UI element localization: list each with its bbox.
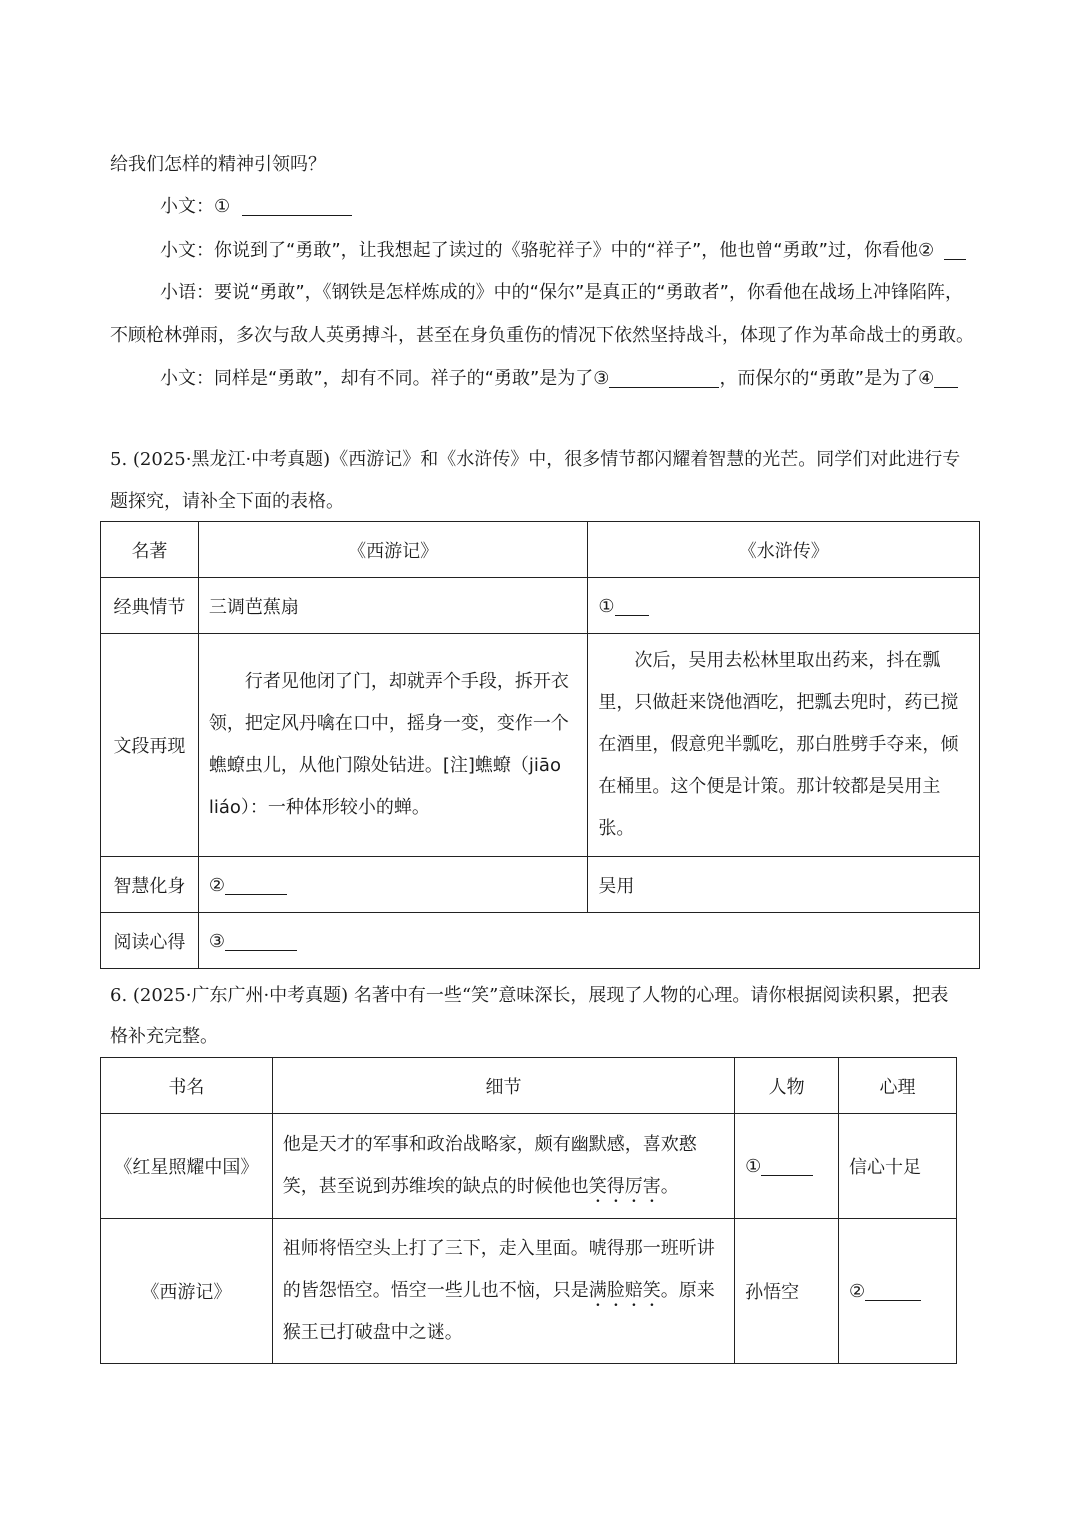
q6-row-1-detail-text-a: 他是天才的军事和政治战略家，颇有幽默感，喜欢憨笑，甚至说到苏维埃的缺点的时候他也 (282, 1134, 697, 1197)
intro-line-0: 给我们怎样的精神引领吗？ (110, 154, 326, 175)
q5-row-plot-label: 经典情节 (101, 578, 199, 634)
q5-row-reflection (101, 913, 980, 969)
intro-line-4: 不顾枪林弹雨，多次与敌人英勇搏斗，甚至在身负重伤的情况下依然坚持战斗，体现了作为革命战士的勇敢。 (110, 325, 974, 346)
answer-blank-1[interactable] (242, 195, 352, 216)
answer-blank-2[interactable] (944, 239, 966, 260)
q6-row-2 (101, 1219, 957, 1364)
q5-row-passage (101, 634, 980, 857)
q5-row-wisdom-xiyouji-cell (198, 857, 588, 913)
intro-line-2-text: 小文：你说到了“勇敢”，让我想起了读过的《骆驼祥子》中的“祥子”，他也曾“勇敢”过，你看他② (160, 240, 935, 261)
q6-row-1-mind: 信心十足 (839, 1114, 957, 1219)
q6-row-2-detail-text-c: 。原来猴王已打破盘中之谜。 (282, 1280, 715, 1343)
q6-header-book: 书名 (101, 1058, 273, 1114)
q6-row-2-mind-marker: ② (849, 1281, 866, 1302)
q6-answer-blank-1[interactable] (761, 1155, 813, 1176)
q5-row-wisdom (101, 857, 980, 913)
q5-header-work: 名著 (101, 522, 199, 578)
q5-row-passage-label: 文段再现 (101, 634, 199, 857)
q5-row-reflection-marker: ③ (208, 930, 226, 952)
q5-row-wisdom-label: 智慧化身 (101, 857, 199, 913)
q5-row-wisdom-marker: ② (208, 874, 226, 896)
q5-table (100, 521, 980, 969)
q5-row-reflection-label: 阅读心得 (101, 913, 199, 969)
q6-row-1-detail-text-c: 。 (660, 1176, 679, 1197)
q5-prompt-line-2: 题探究，请补全下面的表格。 (110, 491, 344, 512)
q5-header-row (101, 522, 980, 578)
q6-row-1 (101, 1114, 957, 1219)
q6-header-detail: 细节 (272, 1058, 734, 1114)
intro-line-5-text-b: ，而保尔的“勇敢”是为了④ (719, 368, 935, 389)
q6-row-1-person-cell (735, 1114, 839, 1219)
q6-prompt-line-1: 6. (2025·广东广州·中考真题) 名著中有一些“笑”意味深长，展现了人物的心理。请你根据阅读积累，把表 (110, 985, 949, 1006)
q5-row-reflection-cell (198, 913, 979, 969)
intro-line-1-text: 小文：① (160, 196, 231, 217)
intro-line-5 (160, 366, 958, 392)
intro-line-3: 小语：要说“勇敢”，《钢铁是怎样炼成的》中的“保尔”是真正的“勇敢者”，你看他在战场上冲锋陷阵， (160, 282, 963, 303)
q6-header-mind: 心理 (839, 1058, 957, 1114)
q6-row-1-detail (272, 1114, 734, 1219)
answer-blank-3[interactable] (609, 367, 719, 388)
q5-prompt-line-1: 5. (2025·黑龙江·中考真题)《西游记》和《水浒传》中，很多情节都闪耀着智慧的光芒。同学们对此进行专 (110, 449, 961, 470)
q6-header-person: 人物 (735, 1058, 839, 1114)
answer-blank-4[interactable] (934, 367, 958, 388)
q5-row-passage-shuihuzhuan: 次后，吴用去松林里取出药来，抖在瓢里，只做赶来饶他酒吃，把瓢去兜时，药已搅在酒里，假意兜半瓢吃，那白胜劈手夺来，倾在桶里。这个便是计策。那计较都是吴用主张。 (588, 634, 980, 857)
q6-row-1-person-marker: ① (745, 1156, 762, 1177)
q5-row-plot-marker: ① (598, 595, 615, 617)
intro-line-2 (160, 238, 966, 264)
intro-line-1 (160, 194, 352, 220)
q5-answer-blank-1[interactable] (615, 595, 649, 616)
q5-answer-blank-2[interactable] (225, 874, 287, 895)
q6-row-2-mind-cell (839, 1219, 957, 1364)
q6-row-2-detail (272, 1219, 734, 1364)
q5-header-xiyouji: 《西游记》 (198, 522, 588, 578)
q6-row-2-detail-text-a: 祖师将悟空头上打了三下，走入里面。唬得那一班听讲的皆怨悟空。悟空一些儿也不恼，只是 (282, 1238, 715, 1301)
q5-row-plot-shuihuzhuan-cell (588, 578, 980, 634)
q6-row-1-detail-emphasis: 笑得厉害 (588, 1176, 661, 1197)
q5-row-wisdom-shuihuzhuan: 吴用 (588, 857, 980, 913)
q5-row-passage-xiyouji: 行者见他闭了门，却就弄个手段，拆开衣领，把定风丹噙在口中，摇身一变，变作一个蟭蟟虫儿，从他门隙处钻进。[注]蟭蟟（jiāo liáo）：一种体形较小的蝉。 (198, 634, 588, 857)
q5-row-plot-xiyouji: 三调芭蕉扇 (198, 578, 588, 634)
q6-row-1-book: 《红星照耀中国》 (101, 1114, 273, 1219)
q5-header-shuihuzhuan: 《水浒传》 (588, 522, 980, 578)
q5-answer-blank-3[interactable] (225, 930, 297, 951)
q5-row-plot (101, 578, 980, 634)
q6-header-row (101, 1058, 957, 1114)
intro-line-5-text-a: 小文：同样是“勇敢”，却有不同。祥子的“勇敢”是为了③ (160, 368, 610, 389)
q6-row-2-person: 孙悟空 (735, 1219, 839, 1364)
q6-prompt-line-2: 格补充完整。 (110, 1026, 218, 1047)
q6-row-2-book: 《西游记》 (101, 1219, 273, 1364)
q6-table (100, 1057, 957, 1364)
q6-row-2-detail-emphasis: 满脸赔笑 (588, 1280, 661, 1301)
q6-answer-blank-2[interactable] (865, 1280, 921, 1301)
